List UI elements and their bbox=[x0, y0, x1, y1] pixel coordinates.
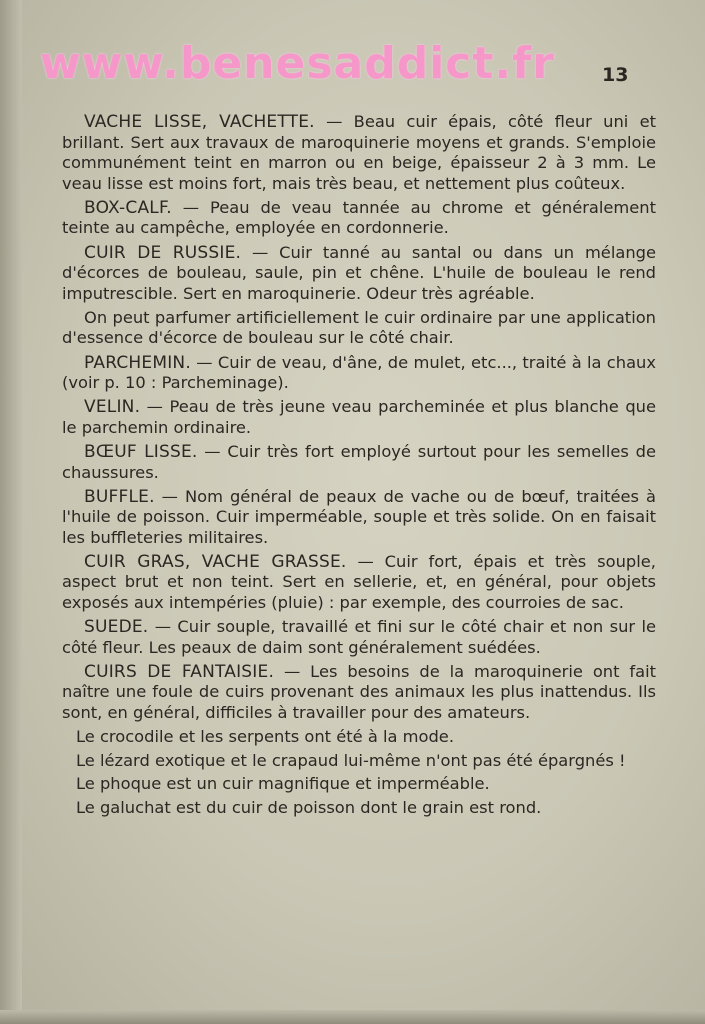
fantaisie-line: Le phoque est un cuir magnifique et imperméable. bbox=[76, 774, 490, 794]
fantaisie-line: Le lézard exotique et le crapaud lui-même n'ont pas été épargnés ! bbox=[76, 750, 626, 770]
entry-buffle bbox=[62, 487, 656, 549]
watermark: www.benesaddict.fr bbox=[40, 38, 555, 89]
entry-cuirs-de-fantaisie bbox=[62, 662, 656, 724]
entry-cuir-gras bbox=[62, 552, 656, 614]
entry-term: CUIR GRAS, VACHE GRASSE. bbox=[84, 551, 347, 572]
entry-term: BOX-CALF. bbox=[84, 197, 172, 218]
entry-term: CUIRS DE FANTAISIE. bbox=[84, 661, 275, 682]
entry-term: BŒUF LISSE. bbox=[84, 441, 198, 462]
entry-term: CUIR DE RUSSIE. bbox=[84, 242, 242, 263]
entry-text: — Nom général de peaux de vache ou de bœuf, traitées à l'huile de poisson. Cuir imperméable, souple et très solide. On en faisait les buffleteries militaires. bbox=[62, 486, 656, 547]
entry-term: BUFFLE. bbox=[84, 486, 155, 507]
fantaisie-line: Le crocodile et les serpents ont été à la mode. bbox=[76, 727, 454, 747]
entry-box-calf bbox=[62, 198, 656, 239]
entry-term: PARCHEMIN. bbox=[84, 352, 191, 373]
entry-text: — Peau de veau tannée au chrome et généralement teinte au campêche, employée en cordonnerie. bbox=[62, 197, 656, 238]
page-bottom-edge bbox=[0, 1010, 705, 1024]
entry-text: — Cuir très fort employé surtout pour les semelles de chaussures. bbox=[62, 441, 656, 482]
entry-velin bbox=[62, 397, 656, 438]
entry-text: — Cuir tanné au santal ou dans un mélange d'écorces de bouleau, saule, pin et chêne. L'huile de bouleau le rend imputrescible. Sert en maroquinerie. Odeur très agréable. bbox=[62, 242, 656, 303]
entry-boeuf-lisse bbox=[62, 442, 656, 483]
entry-text: — Cuir fort, épais et très souple, aspect brut et non teint. Sert en sellerie, et, en général, pour objets exposés aux intempéries (pluie) : par exemple, des courroies de sac. bbox=[62, 551, 656, 613]
page-number: 13 bbox=[602, 64, 629, 86]
entry-term: VACHE LISSE, VACHETTE. bbox=[84, 112, 315, 132]
entry-term: SUEDE. bbox=[84, 617, 149, 638]
entry-term: VELIN. bbox=[84, 397, 141, 418]
page-content bbox=[62, 112, 656, 822]
entry-text: — Beau cuir épais, côté fleur uni et brillant. Sert aux travaux de maroquinerie moyens et grands. S'emploie communément teint en marron ou en beige, épaisseur 2 à 3 mm. Le veau lisse est moins fort, mais très beau, et nettement plus coûteux. bbox=[62, 112, 656, 193]
fantaisie-line: Le galuchat est du cuir de poisson dont le grain est rond. bbox=[76, 797, 542, 817]
entry-vache-lisse bbox=[62, 112, 656, 194]
entry-text: — Peau de très jeune veau parcheminée et plus blanche que le parchemin ordinaire. bbox=[62, 397, 656, 437]
entry-cuir-de-russie bbox=[62, 243, 656, 305]
page-binding-edge bbox=[0, 0, 22, 1024]
entry-russie-note bbox=[62, 308, 656, 349]
entry-parchemin bbox=[62, 353, 656, 394]
entry-text: — Cuir de veau, d'âne, de mulet, etc..., traité à la chaux (voir p. 10 : Parcheminage). bbox=[62, 352, 656, 393]
entry-suede bbox=[62, 617, 656, 658]
entry-text: On peut parfumer artificiellement le cuir ordinaire par une application d'essence d'écorce de bouleau sur le côté chair. bbox=[62, 307, 656, 348]
entry-text: — Cuir souple, travaillé et fini sur le côté chair et non sur le côté fleur. Les peaux de daim sont généralement suédées. bbox=[62, 617, 656, 657]
entry-text: — Les besoins de la maroquinerie ont fait naître une foule de cuirs provenant des animaux les plus inattendus. Ils sont, en général, difficiles à travailler pour des amateurs. bbox=[62, 661, 657, 723]
